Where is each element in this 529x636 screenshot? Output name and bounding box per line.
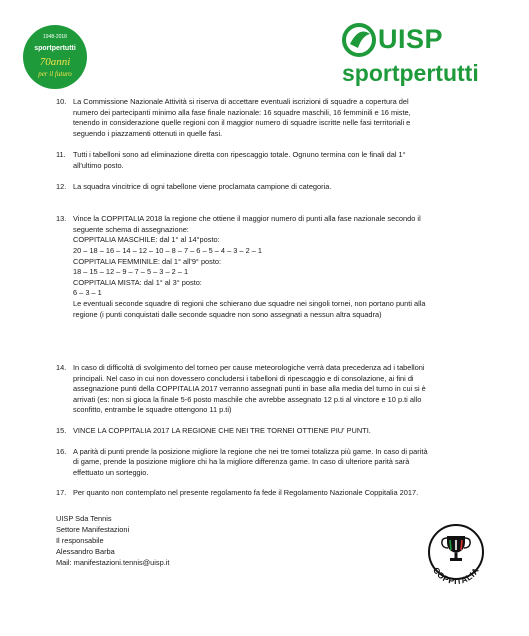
regulation-item-17 (56, 488, 484, 499)
regulation-item-14 (56, 363, 484, 416)
item-line: regione (i punti conquistati dalle seconde squadre non sono assegnati a nessun altra squadra) (73, 309, 382, 319)
item-line: di game, prende la posizione migliore chi ha la migliore differenza game. In caso di ulteriore parità sarà (73, 457, 410, 467)
regulation-item-11 (56, 150, 484, 171)
item-line: La Commissione Nazionale Attività si riserva di accettare eventuali iscrizioni di squadre a copertura del (73, 97, 409, 106)
item-line: 6 – 3 – 1 (73, 288, 102, 298)
regulation-item-15 (56, 426, 484, 437)
item-line: COPPITALIA FEMMINILE: dal 1° all'9° posto: (73, 256, 222, 266)
uisp-brand: UISP (378, 24, 444, 54)
item-number: 17. (56, 488, 67, 498)
trophy-icon (442, 536, 470, 561)
seal-text (431, 565, 481, 586)
signature-name: Alessandro Barba (56, 547, 115, 556)
item-line: 20 – 18 – 16 – 14 – 12 – 10 – 8 – 7 – 6 – 5 – 4 – 3 – 2 – 1 (73, 245, 263, 255)
item-line: Per quanto non contemplato nel presente regolamento fa fede il Regolamento Nazionale Coppitalia 2017. (73, 488, 419, 498)
signature-role: Il responsabile (56, 536, 104, 545)
item-line: sconfitto, entrambe le squadre ottengono 11 p.ti) (73, 405, 232, 415)
item-line: seguendo i piazzamenti ottenuti in quelle fasi. (73, 128, 223, 138)
item-line: VINCE LA COPPITALIA 2017 LA REGIONE CHE NEI TRE TORNEI OTTIENE PIU' PUNTI. (73, 426, 371, 436)
item-number: 15. (56, 426, 67, 436)
item-number: 13. (56, 214, 67, 224)
signature-office: UISP Sda Tennis (56, 514, 112, 523)
item-line: assegnazione punti della COPPITALIA 2017 verranno assegnati punti in base alla media del turno in cui si è (73, 384, 426, 394)
uisp-tagline: sportpertutti (342, 60, 479, 86)
uisp-70-anni-logo (22, 24, 88, 90)
logo-years: 1948-2018 (43, 34, 67, 40)
item-line: arrivati (es: non si gioca la finale 5-6 posto maschile che avrebbe assegnato 12 p.ti al vinctore e 10 p.ti allo (73, 394, 422, 404)
item-line: tenendo in considerazione quelle regioni con il maggior numero di squadre iscritte nelle fasi territoriali e (73, 118, 411, 128)
logo-motto-1: 70anni (39, 56, 71, 68)
item-line: Le eventuali seconde squadre di regioni che schierano due squadre nei singoli tornei, non portano punti alla (73, 298, 426, 308)
regulation-item-10 (56, 97, 484, 139)
item-line: A parità di punti prende la posizione migliore la regione che nei tre tornei totalizza più game. In caso di parità (73, 446, 428, 456)
logo-motto-2: per il futuro (38, 70, 72, 78)
item-line: Tutti i tabelloni sono ad eliminazione diretta con ripescaggio totale. Ognuno termina con le finali dal 1° (73, 150, 406, 160)
seal-text-path: COPPITALIA (430, 565, 482, 587)
uisp-runner-icon (340, 22, 378, 58)
uisp-sportpertutti-logo (340, 22, 500, 96)
signature-sector: Settore Manifestazioni (56, 525, 130, 534)
regulation-item-13 (56, 214, 484, 320)
item-line: Vince la COPPITALIA 2018 la regione che ottiene il maggior numero di punti alla fase nazionale secondo il (73, 214, 421, 224)
item-line: COPPITALIA MASCHILE: dal 1° al 14°posto: (73, 235, 220, 245)
item-line: COPPITALIA MISTA: dal 1° al 3° posto: (73, 277, 202, 287)
item-line: principali. Nel caso in cui non dovessero concludersi i tabelloni di ripescaggio e di consolazione, ai fini di (73, 373, 414, 383)
item-line: numero dei partecipanti minimo alla fase finale nazionale: 16 squadre maschili, 16 femminili e 16 miste, (73, 107, 411, 117)
logo-brand: sportpertutti (34, 45, 76, 52)
item-number: 12. (56, 181, 67, 191)
item-line: In caso di difficoltà di svolgimento del torneo per cause meteorologiche verrà data precedenza ad i tabelloni (73, 363, 425, 373)
regulation-item-12 (56, 182, 484, 193)
item-number: 16. (56, 446, 67, 456)
item-line: all'ultimo posto. (73, 160, 124, 170)
coppitalia-seal (420, 518, 492, 594)
item-line: La squadra vincitrice di ogni tabellone viene proclamata campione di categoria. (73, 181, 332, 191)
regulation-item-16 (56, 447, 484, 479)
item-number: 10. (56, 97, 67, 106)
signature-email: Mail: manifestazioni.tennis@uisp.it (56, 558, 170, 567)
item-line: effettuato un sorteggio. (73, 467, 149, 477)
item-line: 18 – 15 – 12 – 9 – 7 – 5 – 3 – 2 – 1 (73, 267, 189, 277)
item-number: 11. (56, 150, 66, 160)
regulation-list (56, 97, 484, 499)
item-line: seguente schema di assegnazione: (73, 224, 189, 234)
item-number: 14. (56, 363, 67, 373)
signature-block (56, 513, 169, 568)
